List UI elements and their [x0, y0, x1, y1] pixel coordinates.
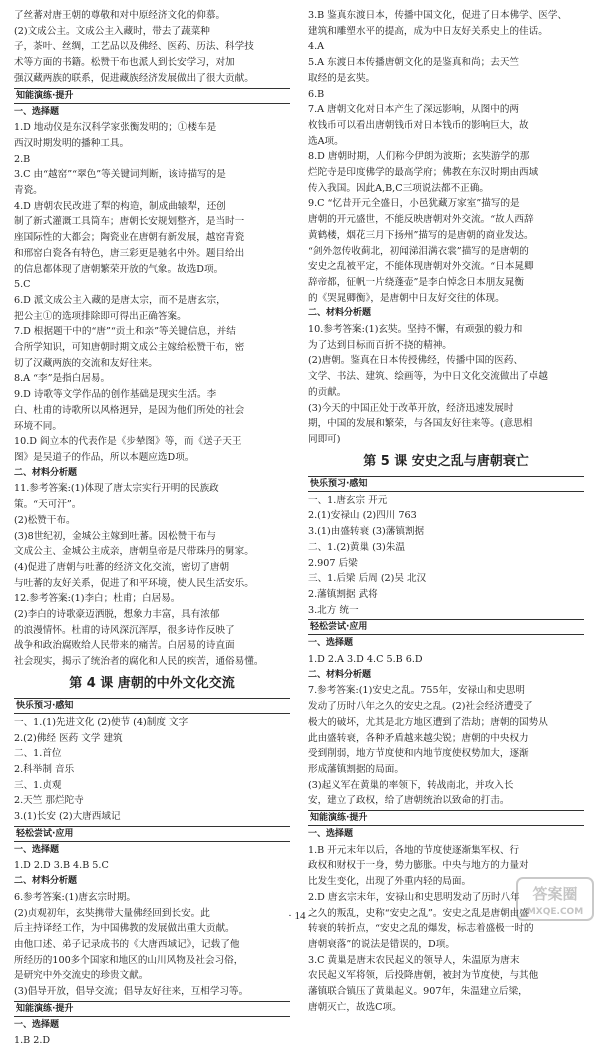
text-line: 1.B 2.D — [14, 1035, 51, 1047]
text-line: 6.D 派文成公主入藏的是唐太宗，而不是唐玄宗， — [14, 294, 226, 306]
text-line: 3.(1)由盛转衰 (3)藩镇割据 — [308, 526, 425, 538]
text-line: 术等方面的书籍。松赞干布也派人到长安学习，对加 — [14, 57, 235, 69]
section-band: 快乐预习·感知 — [14, 698, 290, 714]
text-line: 唐朝的开元盛世，不能反映唐朝对外交流。“故人西辞 — [308, 214, 534, 226]
text-line: 9.D 诗歌等文学作品的创作基础是现实生活。李 — [14, 389, 217, 401]
text-line: (3)今天的中国正处于改革开放，经济迅速发展时 — [308, 402, 514, 414]
text-line: 建筑和雕塑水平的提高，成为中日友好关系史上的佳话。 — [308, 25, 548, 37]
text-line: 的贡献。 — [308, 386, 347, 398]
text-line: 2.科举制 音乐 — [14, 763, 75, 775]
text-line: 战争和政治腐败给人民带来的痛苦。白居易的诗直面 — [14, 640, 235, 652]
lesson-title: 第 4 课 唐朝的中外文化交流 — [69, 675, 235, 691]
text-line: 所经历的100多个国家和地区的山川风物及社会习俗， — [14, 954, 244, 966]
text-line: 6.参考答案:(1)唐玄宗时期。 — [14, 891, 136, 903]
text-line: 7.A 唐朝文化对日本产生了深远影响，从图中的两 — [308, 104, 520, 116]
watermark-text: 答案圈 — [532, 885, 578, 903]
text-line: 9.C “忆昔开元全盛日，小邑犹藏万家室”描写的是 — [308, 198, 520, 210]
text-line: 11.参考答案:(1)体现了唐太宗实行开明的民族政 — [14, 483, 219, 495]
text-line: 唐朝衰落”的说法是错误的，D项。 — [308, 938, 455, 950]
text-line: 2.D 唐玄宗末年，安禄山和史思明发动了历时八年 — [308, 891, 520, 903]
text-line: 子，茶叶、丝绸，工艺品以及佛经、医药、历法、科学技 — [14, 41, 254, 53]
text-line: 5.C — [14, 279, 31, 291]
text-line: 安史之乱被平定，不能体现唐朝对外交流。“日本晁卿 — [308, 261, 534, 273]
text-line: 1.D 2.D 3.B 4.B 5.C — [14, 860, 109, 872]
section-heading: 二、材料分析题 — [14, 467, 78, 478]
text-line: 文学、书法、建筑、绘画等，为中日文化交流做出了卓越 — [308, 371, 548, 383]
section-heading: 二、材料分析题 — [14, 876, 78, 887]
text-line: 和邢窑白瓷各有特色，唐三彩更是驰名中外。题目给出 — [14, 247, 245, 259]
text-line: 3.C 黄巢是唐末农民起义的领导人，朱温原为唐末 — [308, 954, 520, 966]
section-heading: 二、材料分析题 — [308, 669, 372, 680]
text-line: 同即可) — [308, 433, 341, 445]
text-line: 是研究中外交流史的珍贵文献。 — [14, 970, 149, 982]
section-heading: 一、选择题 — [14, 106, 60, 117]
text-line: 极大的破坏，尤其是北方地区遭到了浩劫；唐朝的国势从 — [308, 716, 548, 728]
text-line: 3.C 由“越窑”“翠色”等关键词判断，该诗描写的是 — [14, 169, 226, 181]
text-line: 6.B — [308, 88, 325, 100]
text-line: 青瓷。 — [14, 185, 43, 197]
text-line: 2.天竺 那烂陀寺 — [14, 795, 84, 807]
text-line: 传入我国。因此A,B,C三项说法都不正确。 — [308, 182, 489, 194]
text-line: 切了汉藏两族的交流和友好往来。 — [14, 357, 158, 369]
text-line: 与吐蕃的友好关系，促进了和平环境，使人民生活安乐。 — [14, 577, 254, 589]
text-line: 合所学知识，可知唐朝时期文成公主嫁给松赞干布，密 — [14, 342, 245, 354]
text-line: 藩镇联合镇压了黄巢起义。907年，朱温建立后梁， — [308, 986, 528, 998]
lesson-title: 第 5 课 安史之乱与唐朝衰亡 — [363, 453, 529, 469]
text-line: 环境不同。 — [14, 420, 62, 432]
text-line: 的浪漫情怀。杜甫的诗风深沉浑厚，很多诗作反映了 — [14, 624, 235, 636]
section-band: 知能演练·提升 — [14, 1001, 290, 1017]
text-line: 2.B — [14, 153, 31, 165]
text-line: (2)文成公主。文成公主入藏时，带去了蔬菜种 — [14, 25, 210, 37]
text-line: 比发生变化，出现了外重内轻的局面。 — [308, 876, 472, 888]
text-line: 黄鹤楼，烟花三月下扬州”描写的是唐朝的商业发达。 — [308, 229, 534, 241]
text-line: 二、1.首位 — [14, 748, 62, 760]
text-line: 为了达到目标而百折不挠的精神。 — [308, 339, 452, 351]
text-line: 辞帝都，征帆一片绕蓬壶”是李白悼念日本朋友晁衡 — [308, 276, 524, 288]
text-line: 一、1.唐玄宗 开元 — [308, 494, 388, 506]
text-line: 3.B 鉴真东渡日本，传播中国文化，促进了日本佛学、医学、 — [308, 10, 568, 21]
text-line: 唐朝灭亡，故选C项。 — [308, 1001, 402, 1013]
text-line: 4.A — [308, 41, 325, 53]
text-line: 策。“天可汗”。 — [14, 499, 82, 511]
section-heading: 一、选择题 — [308, 638, 354, 649]
section-heading: 一、选择题 — [14, 844, 60, 855]
text-line: 12.参考答案:(1)李白；杜甫；白居易。 — [14, 593, 181, 605]
text-line: (3)倡导开放，倡导交流；倡导友好往来，互相学习等。 — [14, 986, 249, 998]
text-line: 3.北方 统一 — [308, 604, 359, 616]
text-line: 2.(1)安禄山 (2)四川 763 — [308, 510, 417, 522]
text-line: (3)起义军在黄巢的率领下，转战南北，并攻入长 — [308, 779, 514, 791]
text-line: (2)李白的诗歌豪迈洒脱，想象力丰富，具有浓郁 — [14, 609, 220, 621]
section-heading: 一、选择题 — [308, 829, 354, 840]
text-line: 图》是吴道子的作品，所以本题应选D项。 — [14, 451, 195, 463]
text-line: 取经的是玄奘。 — [308, 72, 376, 84]
text-line: 的《哭晁卿衡》，是唐朝中日友好交往的体现。 — [308, 292, 505, 304]
section-band: 快乐预习·感知 — [308, 476, 584, 492]
text-line: 2.907 后梁 — [308, 557, 358, 569]
text-line: 10.D 阎立本的代表作是《步辇图》等，而《送子天王 — [14, 436, 242, 448]
text-line: 一、1.(1)先进文化 (2)使节 (4)制度 文字 — [14, 716, 189, 728]
page-number: · 14 · — [288, 910, 312, 922]
text-line: 1.D 2.A 3.D 4.C 5.B 6.D — [308, 654, 423, 666]
text-line: 了丝蕃对唐王朝的尊敬和对中原经济文化的仰慕。 — [14, 10, 226, 21]
text-line: 制了新式灌溉工具筒车；唐朝长安规划整齐，是当时一 — [14, 216, 245, 228]
text-line: 10.参考答案:(1)玄奘。坚持不懈，有顽强的毅力和 — [308, 324, 523, 336]
text-line: 此由盛转衰，各种矛盾越来越尖锐；唐朝的中央权力 — [308, 732, 529, 744]
text-line: 座国际性的大都会；陶瓷业在唐朝有新发展，越窑青瓷 — [14, 232, 245, 244]
text-line: 发动了历时八年之久的安史之乱。(2)社会经济遭受了 — [308, 701, 533, 713]
text-line: (2)贞观初年，玄奘携带大量佛经回到长安。此 — [14, 907, 210, 919]
text-line: 社会现实，揭示了统治者的腐化和人民的疾苦，通俗易懂。 — [14, 656, 264, 668]
text-line: 7.D 根据题干中的“唐”“贡土和亲”等关键信息，并结 — [14, 326, 236, 338]
text-line: 后主持译经工作，为中国佛教的发展做出重大贡献。 — [14, 923, 235, 935]
text-line: 1.B 开元末年以后，各地的节度使逐渐集军权、行 — [308, 844, 520, 856]
text-line: 3.(1)长安 (2)大唐西域记 — [14, 811, 121, 823]
left-column — [14, 8, 290, 1049]
section-band: 轻松尝试·应用 — [308, 619, 584, 635]
text-line: 由他口述、弟子记录成书的《大唐西域记》，记载了他 — [14, 938, 240, 950]
section-band: 知能演练·提升 — [308, 810, 584, 826]
text-line: 4.D 唐朝农民改进了犁的构造，制成曲辕犁，还创 — [14, 200, 226, 212]
text-line: 政权和财权于一身，势力膨胀。中央与地方的力量对 — [308, 860, 529, 872]
text-line: 选A项。 — [308, 135, 344, 147]
text-line: “剑外忽传收蓟北，初闻涕泪满衣裳”描写的是唐朝的 — [308, 245, 529, 257]
section-band: 轻松尝试·应用 — [14, 826, 290, 842]
text-line: 转衰的转折点，“安史之乱的爆发，标志着盛极一时的 — [308, 923, 534, 935]
text-line: 1.D 地动仪是东汉科学家张衡发明的；①楼车是 — [14, 122, 217, 134]
text-line: 白、杜甫的诗歌所以风格迥异，是因为他们所处的社会 — [14, 404, 245, 416]
watermark-logo — [516, 877, 594, 925]
text-line: 西汉时期发明的播种工具。 — [14, 137, 130, 149]
text-line: 期，中国的发展和繁荣，与各国友好往来等。(意思相 — [308, 418, 533, 430]
watermark-url: MXQE.COM — [526, 907, 584, 917]
text-line: 文成公主、金城公主成亲，唐朝皇帝是尺带珠丹的舅家。 — [14, 546, 254, 558]
section-heading: 二、材料分析题 — [308, 308, 372, 319]
text-line: 之久的叛乱，史称“安史之乱”。安史之乱是唐朝由盛 — [308, 907, 529, 919]
text-line: 5.A 东渡日本传播唐朝文化的是鉴真和尚；去天竺 — [308, 57, 520, 69]
text-line: 的信息都体现了唐朝繁荣开放的气象。故选D项。 — [14, 263, 224, 275]
text-line: (2)松赞干布。 — [14, 514, 76, 526]
text-line: (4)促进了唐朝与吐蕃的经济文化交流，密切了唐朝 — [14, 561, 230, 573]
section-heading: 一、选择题 — [14, 1019, 60, 1030]
section-band: 知能演练·提升 — [14, 88, 290, 104]
text-line: 三、1.后梁 后周 (2)吴 北汉 — [308, 573, 427, 585]
text-line: 7.参考答案:(1)安史之乱。755年，安禄山和史思明 — [308, 685, 525, 697]
text-line: 2.藩镇割据 武将 — [308, 588, 378, 600]
text-line: 形成藩镇割据的局面。 — [308, 763, 404, 775]
text-line: 烂陀寺是印度佛学的最高学府；佛教在东汉时期由西域 — [308, 167, 539, 179]
text-line: 把公主①的选项排除即可得出正确答案。 — [14, 310, 187, 322]
text-line: 二、1.(2)黄巢 (3)朱温 — [308, 541, 405, 553]
text-line: 安，建立了政权，给了唐朝统治以致命的打击。 — [308, 795, 510, 807]
text-line: (3)8世纪初，金城公主嫁到吐蕃。因松赞干布与 — [14, 530, 216, 542]
right-column — [308, 8, 584, 1015]
text-line: 8.D 唐朝时期，人们称今伊朗为波斯；玄奘游学的那 — [308, 151, 530, 163]
text-line: 2.(2)佛经 医药 文学 建筑 — [14, 732, 123, 744]
text-line: 强汉藏两族的联系，促进藏族经济发展做出了很大贡献。 — [14, 72, 254, 84]
text-line: 8.A “李”是指白居易。 — [14, 373, 111, 385]
text-line: 枚钱币可以看出唐朝钱币对日本钱币的影响巨大，故 — [308, 119, 529, 131]
text-line: 三、1.贞观 — [14, 779, 62, 791]
text-line: 受到削弱，地方节度使和内地节度使权势加大，逐渐 — [308, 748, 529, 760]
text-line: (2)唐朝。鉴真在日本传授佛经，传播中国的医药、 — [308, 355, 524, 367]
text-line: 农民起义军将领，后投降唐朝，被封为节度使，与其他 — [308, 970, 539, 982]
